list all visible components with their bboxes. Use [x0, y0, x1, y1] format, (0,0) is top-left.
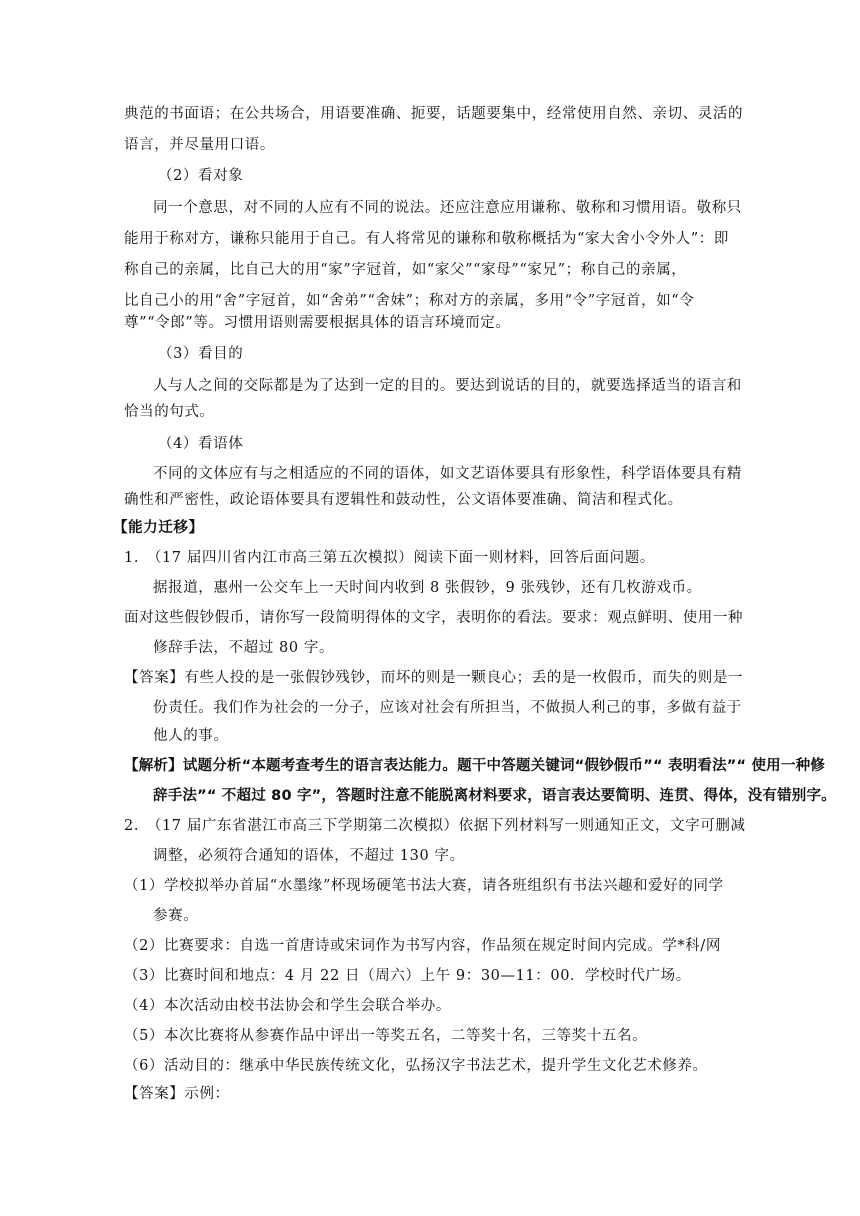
- material-item: （1）学校拟举办首届“水墨缘”杯现场硬笔书法大赛，请各班组织有书法兴趣和爱好的同学: [124, 878, 724, 894]
- text-line: 比自己小的用“舍”字冠首，如“舍弟”“舍妹”；称对方的亲属，多用“令”字冠首，如“令: [124, 293, 695, 309]
- text-line: 调整，必须符合通知的语体，不超过 130 字。: [153, 848, 465, 864]
- answer-line: 份责任。我们作为社会的一分子，应该对社会有所担当，不做损人利己的事，多做有益于: [153, 700, 742, 716]
- answer-line: 【答案】有些人投的是一张假钞残钞，而坏的则是一颗良心；丢的是一枚假币，而失的则是一: [124, 670, 744, 686]
- text-line: 典范的书面语；在公共场合，用语要准确、扼要，话题要集中，经常使用自然、亲切、灵活的: [124, 106, 744, 122]
- text-line: 确性和严密性，政论语体要具有逻辑性和鼓动性，公文语体要准确、简洁和程式化。: [124, 492, 683, 508]
- section-heading: （4）看语体: [158, 436, 244, 452]
- text-line: 不同的文体应有与之相适应的不同的语体，如文艺语体要具有形象性，科学语体要具有精: [153, 466, 742, 482]
- section-heading: （3）看目的: [158, 346, 244, 362]
- analysis-line: 【解析】试题分析“本题考查考生的语言表达能力。题干中答题关键词“假钞假币”“ 表明看法”“ 使用一种修: [124, 758, 825, 774]
- text-line: 能用于称对方，谦称只能用于自己。有人将常见的谦称和敬称概括为“家大舍小令外人”：即: [124, 231, 729, 247]
- material-item: （3）比赛时间和地点：4 月 22 日（周六）上午 9：30—11：00．学校时代广场。: [124, 968, 691, 984]
- text-line: 语言，并尽量用口语。: [124, 137, 275, 153]
- question-2-title: 2. （17 届广东省湛江市高三下学期第二次模拟）依据下列材料写一则通知正文，文字可删减: [124, 818, 746, 834]
- material-item: （2）比赛要求：自选一首唐诗或宋词作为书写内容，作品须在规定时间内完成。学*科/网: [124, 938, 721, 954]
- section-heading: （2）看对象: [158, 168, 244, 184]
- question-1-title: 1. （17 届四川省内江市高三第五次模拟）阅读下面一则材料，回答后面问题。: [124, 550, 655, 566]
- answer-example-label: 【答案】示例：: [124, 1086, 230, 1102]
- analysis-line: 辞手法”“ 不超过 80 字”，答题时注意不能脱离材料要求，语言表达要简明、连贯、得体，没有错别字。: [153, 788, 836, 804]
- material-item: （5）本次比赛将从参赛作品中评出一等奖五名，二等奖十名，三等奖十五名。: [124, 1028, 648, 1044]
- text-line: 人与人之间的交际都是为了达到一定的目的。要达到说话的目的，就要选择适当的语言和: [153, 378, 742, 394]
- text-line: 修辞手法，不超过 80 字。: [153, 640, 335, 656]
- material-item: （6）活动目的：继承中华民族传统文化，弘扬汉字书法艺术，提升学生文化艺术修养。: [124, 1058, 708, 1074]
- ability-transfer-heading: 【能力迁移】: [113, 519, 204, 536]
- text-line: 面对这些假钞假币，请你写一段简明得体的文字，表明你的看法。要求：观点鲜明、使用一种: [124, 610, 744, 626]
- text-line: 恰当的句式。: [124, 404, 215, 420]
- text-line: 据报道，惠州一公交车上一天时间内收到 8 张假钞，9 张残钞，还有几枚游戏币。: [153, 580, 702, 596]
- material-item: （4）本次活动由校书法协会和学生会联合举办。: [124, 998, 451, 1014]
- text-line: 称自己的亲属，比自己大的用“家”字冠首，如“家父”“家母”“家兄”；称自己的亲属，: [124, 262, 687, 278]
- text-line: 同一个意思，对不同的人应有不同的说法。还应注意应用谦称、敬称和习惯用语。敬称只: [153, 200, 742, 216]
- material-item: 参赛。: [153, 908, 199, 924]
- answer-line: 他人的事。: [153, 728, 229, 744]
- text-line: 尊”“令郎”等。习惯用语则需要根据具体的语言环境而定。: [124, 315, 511, 331]
